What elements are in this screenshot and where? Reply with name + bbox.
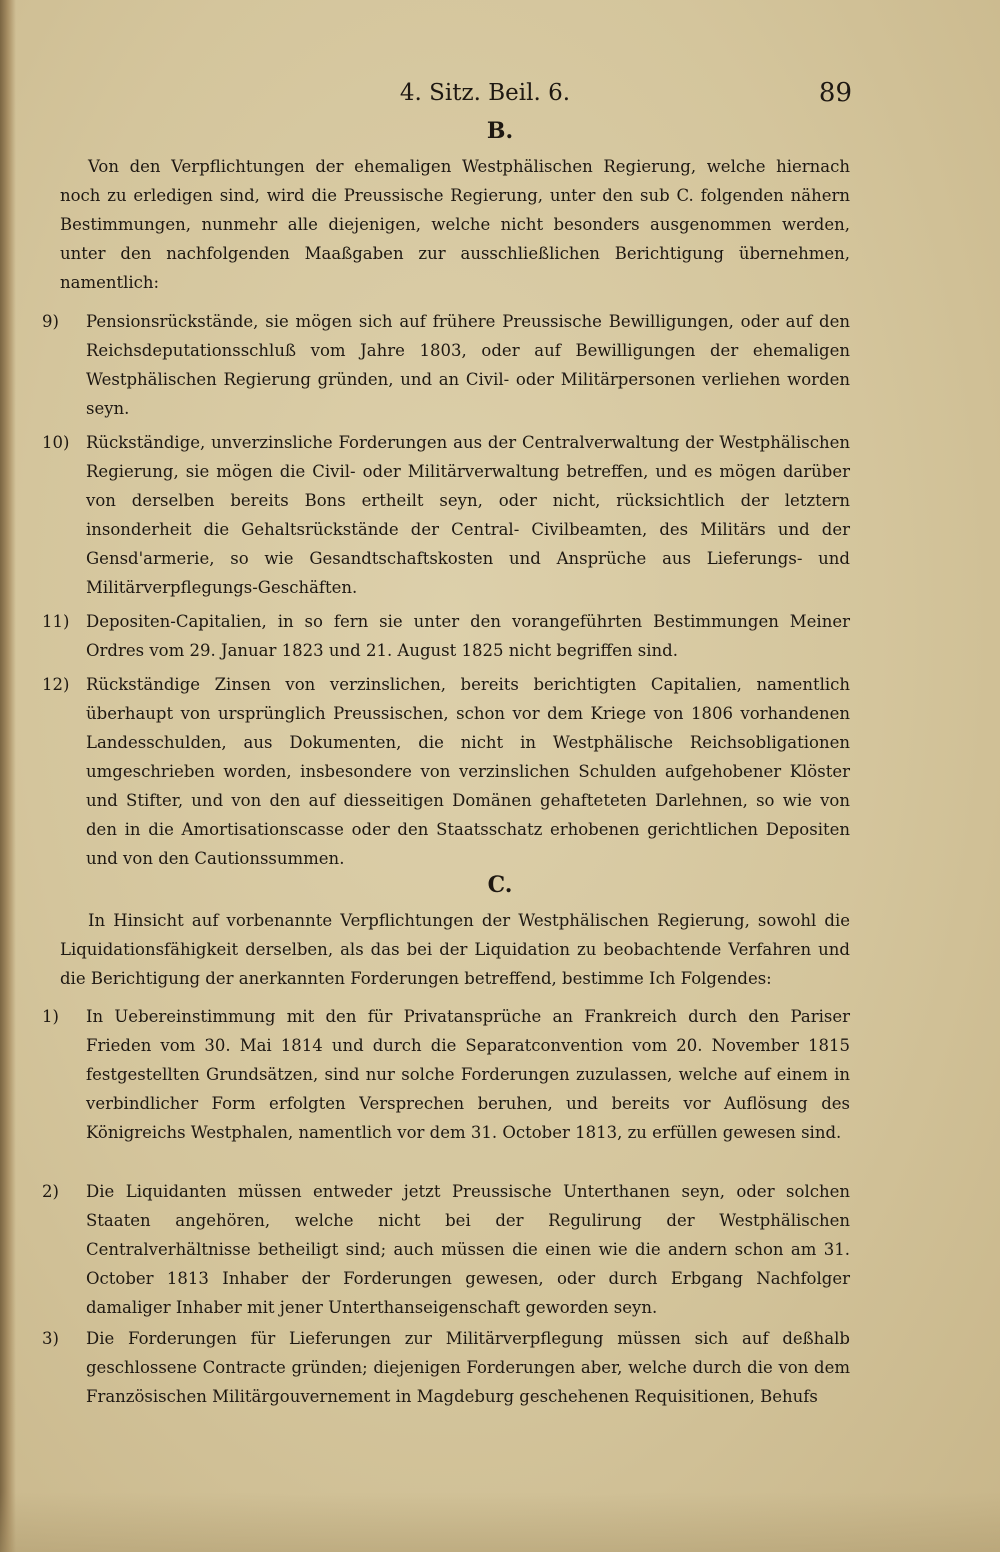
item-number: 12) <box>42 675 70 694</box>
item-text: Depositen-Capitalien, in so fern sie unter den vorangeführten Bestimmungen Meiner Ordres vom 29. Januar 1823 und 21. August 1825 nicht begriffen sind. <box>86 612 850 660</box>
item-text: Pensionsrückstände, sie mögen sich auf frühere Preussische Bewilligungen, oder auf den Reichsdeputationsschluß vom Jahre 1803, oder auf Bewilligungen der ehemaligen Westphälischen Regierung gründen, und an Civil- oder Militärpersonen verliehen worden seyn. <box>86 312 850 418</box>
item-text: Die Liquidanten müssen entweder jetzt Preussische Unterthanen seyn, oder solchen Staaten angehören, welche nicht bei der Regulirung der Westphälischen Centralverhältnisse betheiligt sind; auch müssen die einen wie die andern schon am 31. October 1813 Inhaber der Forderungen gewesen, oder durch Erbgang Nachfolger damaliger Inhaber mit jener Unterthanseigenschaft geworden seyn. <box>86 1182 850 1317</box>
section-c-intro: In Hinsicht auf vorbenannte Verpflichtungen der Westphälischen Regierung, sowohl die Liquidationsfähigkeit derselben, als das bei der Liquidation zu beobachtende Verfahren und die Berichtigung der anerkannten Forderungen betreffend, bestimme Ich Folgendes: <box>60 911 850 988</box>
list-item <box>42 1324 850 1411</box>
page-number: 89 <box>818 78 852 108</box>
item-text: In Uebereinstimmung mit den für Privatansprüche an Frankreich durch den Pariser Frieden vom 30. Mai 1814 und durch die Separatconvention vom 20. November 1815 festgestellten Grundsätzen, sind nur solche Forderungen zuzulassen, welche auf einem in verbindlicher Form erfolgten Versprechen beruhen, und bereits vor Auflösung des Königreichs Westphalen, namentlich vor dem 31. October 1813, zu erfüllen gewesen sind. <box>86 1007 850 1142</box>
book-spine-shadow <box>0 0 16 1552</box>
section-heading-c: C. <box>487 872 513 898</box>
list-item <box>42 1002 850 1147</box>
item-text: Rückständige Zinsen von verzinslichen, bereits berichtigten Capitalien, namentlich überhaupt von ursprünglich Preussischen, schon vor dem Kriege von 1806 vorhandenen Landesschulden, aus Dokumenten, die nicht in Westphälische Reichsobligationen umgeschrieben worden, insbesondere von verzinslichen Schulden aufgehobener Klöster und Stifter, und von den auf diesseitigen Domänen gehafteteten Darlehnen, so wie von den in die Amortisationscasse oder den Staatsschatz erhobenen gerichtlichen Depositen und von den Cautionssummen. <box>86 675 850 868</box>
item-number: 11) <box>42 612 70 631</box>
section-b-intro: Von den Verpflichtungen der ehemaligen Westphälischen Regierung, welche hiernach noch zu erledigen sind, wird die Preussische Regierung, unter den sub C. folgenden nähern Bestimmungen, nunmehr alle diejenigen, welche nicht besonders ausgenommen werden, unter den nachfolgenden Maaßgaben zur ausschließlichen Berichtigung übernehmen, namentlich: <box>60 157 850 292</box>
item-number: 2) <box>42 1182 59 1201</box>
list-item <box>42 1177 850 1322</box>
page-header <box>0 80 1000 114</box>
item-number: 1) <box>42 1007 59 1026</box>
page-bottom-shade <box>0 1492 1000 1552</box>
list-item <box>42 607 850 665</box>
list-item <box>42 428 850 602</box>
list-item <box>42 307 850 423</box>
item-number: 10) <box>42 433 70 452</box>
running-head: 4. Sitz. Beil. 6. <box>399 80 571 106</box>
section-heading-b: B. <box>486 118 514 144</box>
list-item <box>42 670 850 873</box>
item-text: Die Forderungen für Lieferungen zur Militärverpflegung müssen sich auf deßhalb geschlossene Contracte gründen; diejenigen Forderungen aber, welche durch die von dem Französischen Militärgouvernement in Magdeburg geschehenen Requisitionen, Behufs <box>86 1329 850 1406</box>
item-text: Rückständige, unverzinsliche Forderungen aus der Centralverwaltung der Westphälischen Regierung, sie mögen die Civil- oder Militärverwaltung betreffen, und es mögen darüber von derselben bereits Bons ertheilt seyn, oder nicht, rücksichtlich der letztern insonderheit die Gehaltsrückstände der Central- Civilbeamten, des Militärs und der Gensd'armerie, so wie Gesandtschaftskosten und Ansprüche aus Lieferungs- und Militärverpflegungs-Geschäften. <box>86 433 850 597</box>
item-number: 3) <box>42 1329 59 1348</box>
item-number: 9) <box>42 312 59 331</box>
